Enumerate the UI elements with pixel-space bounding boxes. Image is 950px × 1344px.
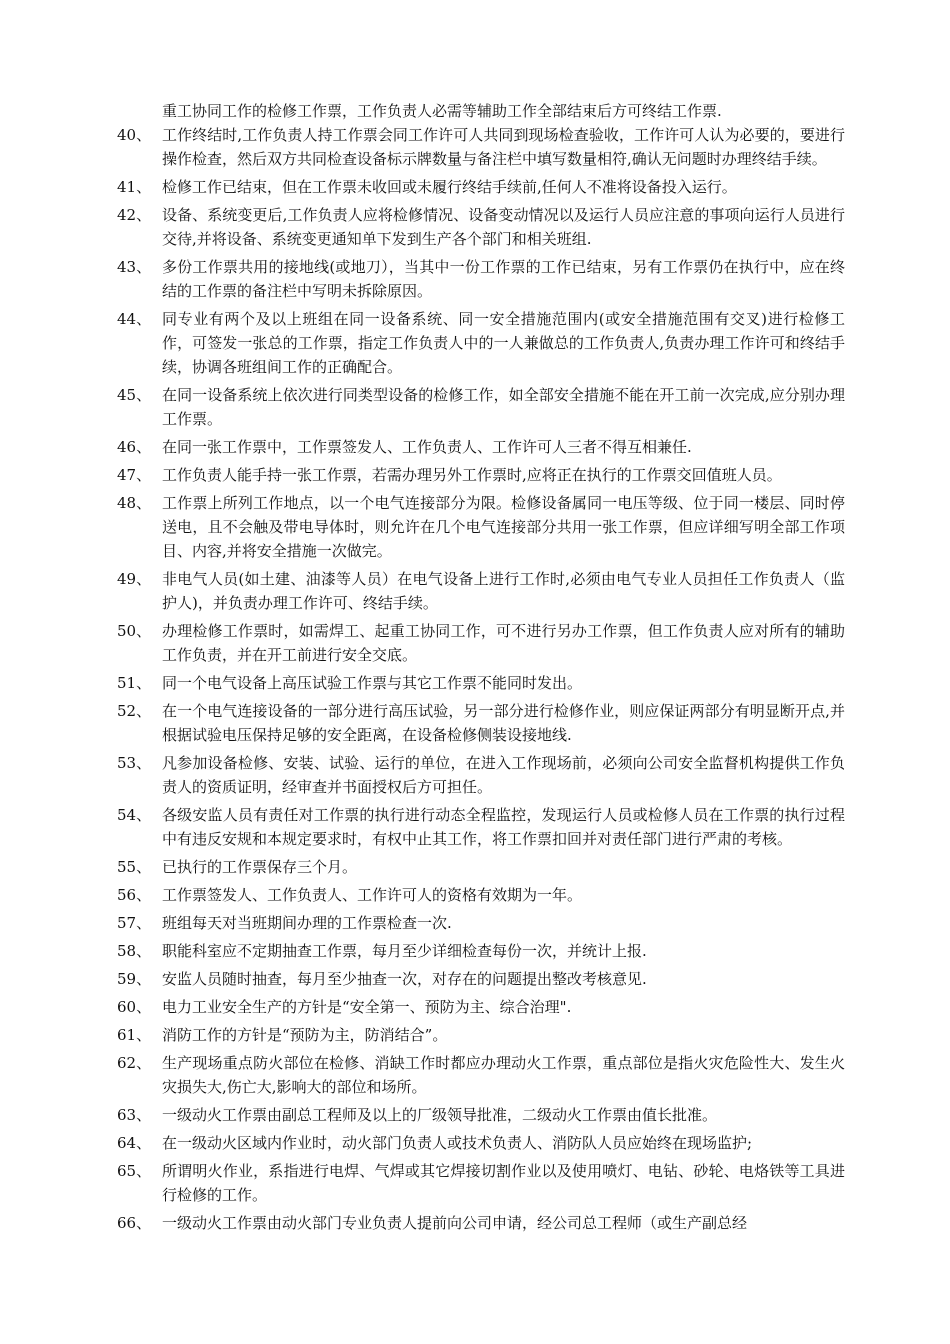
list-item — [0, 435, 950, 459]
item-number: 48、 — [117, 494, 152, 512]
item-number: 58、 — [117, 942, 152, 960]
list-item — [0, 175, 950, 199]
item-number: 46、 — [117, 438, 152, 456]
item-text: 非电气人员(如土建、油漆等人员）在电气设备上进行工作时,必须由电气专业人员担任工作负责人（监护人)，并负责办理工作许可、终结手续。 — [162, 570, 845, 612]
list-item — [0, 1051, 950, 1099]
item-number: 41、 — [117, 178, 152, 196]
list-item — [0, 463, 950, 487]
list-item — [0, 855, 950, 879]
item-text: 各级安监人员有责任对工作票的执行进行动态全程监控，发现运行人员或检修人员在工作票的执行过程中有违反安规和本规定要求时，有权中止其工作，将工作票扣回并对责任部门进行严肃的考核。 — [162, 806, 845, 848]
list-item — [0, 255, 950, 303]
item-text: 在同一设备系统上依次进行同类型设备的检修工作，如全部安全措施不能在开工前一次完成,应分别办理工作票。 — [162, 386, 845, 428]
item-text: 同专业有两个及以上班组在同一设备系统、同一安全措施范围内(或安全措施范围有交叉)进行检修工作，可签发一张总的工作票，指定工作负责人中的一人兼做总的工作负责人,负责办理工作许可和终结手续，协调各班组间工作的正确配合。 — [162, 310, 845, 376]
list-item — [0, 751, 950, 799]
list-item — [0, 567, 950, 615]
list-item — [0, 203, 950, 251]
item-text: 工作票签发人、工作负责人、工作许可人的资格有效期为一年。 — [162, 886, 583, 904]
item-text: 班组每天对当班期间办理的工作票检查一次. — [162, 914, 452, 932]
item-text: 电力工业安全生产的方针是“安全第一、预防为主、综合治理". — [162, 998, 572, 1016]
list-item — [0, 1159, 950, 1207]
list-item — [0, 619, 950, 667]
list-item — [0, 123, 950, 171]
item-text: 工作负责人能手持一张工作票，若需办理另外工作票时,应将正在执行的工作票交回值班人员。 — [162, 466, 782, 484]
list-item — [0, 1131, 950, 1155]
item-text: 已执行的工作票保存三个月。 — [162, 858, 358, 876]
list-item — [0, 491, 950, 563]
item-number: 40、 — [117, 126, 152, 144]
item-number: 54、 — [117, 806, 152, 824]
item-text: 安监人员随时抽查，每月至少抽查一次，对存在的问题提出整改考核意见. — [162, 970, 647, 988]
item-text: 多份工作票共用的接地线(或地刀），当其中一份工作票的工作已结束，另有工作票仍在执行中，应在终结的工作票的备注栏中写明未拆除原因。 — [162, 258, 845, 300]
item-number: 59、 — [117, 970, 152, 988]
item-text: 同一个电气设备上高压试验工作票与其它工作票不能同时发出。 — [162, 674, 583, 692]
item-number: 42、 — [117, 206, 152, 224]
item-number: 64、 — [117, 1134, 152, 1152]
item-text: 在同一张工作票中，工作票签发人、工作负责人、工作许可人三者不得互相兼任. — [162, 438, 692, 456]
item-text: 检修工作已结束，但在工作票未收回或未履行终结手续前,任何人不准将设备投入运行。 — [162, 178, 737, 196]
item-number: 62、 — [117, 1054, 152, 1072]
item-number: 65、 — [117, 1162, 152, 1180]
item-text: 一级动火工作票由动火部门专业负责人提前向公司申请，经公司总工程师（或生产副总经 — [162, 1214, 748, 1232]
list-item — [0, 967, 950, 991]
item-text: 所谓明火作业，系指进行电焊、气焊或其它焊接切割作业以及使用喷灯、电钻、砂轮、电烙铁等工具进行检修的工作。 — [162, 1162, 845, 1204]
list-item — [0, 699, 950, 747]
item-text: 消防工作的方针是“预防为主，防消结合”。 — [162, 1026, 448, 1044]
item-number: 57、 — [117, 914, 152, 932]
list-item — [0, 671, 950, 695]
item-text: 一级动火工作票由副总工程师及以上的厂级领导批准，二级动火工作票由值长批准。 — [162, 1106, 718, 1124]
list-item — [0, 995, 950, 1019]
item-text: 生产现场重点防火部位在检修、消缺工作时都应办理动火工作票，重点部位是指火灾危险性大、发生火灾损失大,伤亡大,影响大的部位和场所。 — [162, 1054, 845, 1096]
item-text: 在一个电气连接设备的一部分进行高压试验，另一部分进行检修作业，则应保证两部分有明显断开点,并根据试验电压保持足够的安全距离，在设备检修侧装设接地线. — [162, 702, 845, 744]
item-text: 凡参加设备检修、安装、试验、运行的单位，在进入工作现场前，必须向公司安全监督机构提供工作负责人的资质证明，经审查并书面授权后方可担任。 — [162, 754, 845, 796]
item-text: 工作终结时,工作负责人持工作票会同工作许可人共同到现场检查验收，工作许可人认为必要的，要进行操作检查，然后双方共同检查设备标示牌数量与备注栏中填写数量相符,确认无问题时办理终结手续。 — [162, 126, 845, 168]
item-text: 职能科室应不定期抽查工作票，每月至少详细检查每份一次，并统计上报. — [162, 942, 647, 960]
item-number: 50、 — [117, 622, 152, 640]
item-number: 55、 — [117, 858, 152, 876]
item-number: 53、 — [117, 754, 152, 772]
list-item — [0, 1023, 950, 1047]
list-item — [0, 1103, 950, 1127]
item-number: 63、 — [117, 1106, 152, 1124]
item-number: 44、 — [117, 310, 152, 328]
list-item — [0, 803, 950, 851]
list-item — [0, 383, 950, 431]
list-item — [0, 307, 950, 379]
item-text: 办理检修工作票时，如需焊工、起重工协同工作，可不进行另办工作票，但工作负责人应对所有的辅助工作负责，并在开工前进行安全交底。 — [162, 622, 845, 664]
item-number: 47、 — [117, 466, 152, 484]
numbered-list — [0, 123, 950, 1235]
item-text: 设备、系统变更后,工作负责人应将检修情况、设备变动情况以及运行人员应注意的事项向运行人员进行交待,并将设备、系统变更通知单下发到生产各个部门和相关班组. — [162, 206, 845, 248]
list-item — [0, 939, 950, 963]
continued-paragraph: 重工协同工作的检修工作票，工作负责人必需等辅助工作全部结束后方可终结工作票. — [162, 102, 722, 120]
item-number: 43、 — [117, 258, 152, 276]
item-number: 66、 — [117, 1214, 152, 1232]
item-text: 在一级动火区域内作业时，动火部门负责人或技术负责人、消防队人员应始终在现场监护; — [162, 1134, 753, 1152]
item-number: 49、 — [117, 570, 152, 588]
item-number: 51、 — [117, 674, 152, 692]
item-number: 60、 — [117, 998, 152, 1016]
list-item — [0, 1211, 950, 1235]
item-number: 61、 — [117, 1026, 152, 1044]
item-number: 56、 — [117, 886, 152, 904]
item-number: 52、 — [117, 702, 152, 720]
list-item — [0, 911, 950, 935]
item-text: 工作票上所列工作地点，以一个电气连接部分为限。检修设备属同一电压等级、位于同一楼层、同时停送电，且不会触及带电导体时，则允许在几个电气连接部分共用一张工作票，但应详细写明全部工作项目、内容,并将安全措施一次做完。 — [162, 494, 845, 560]
list-item — [0, 883, 950, 907]
item-number: 45、 — [117, 386, 152, 404]
